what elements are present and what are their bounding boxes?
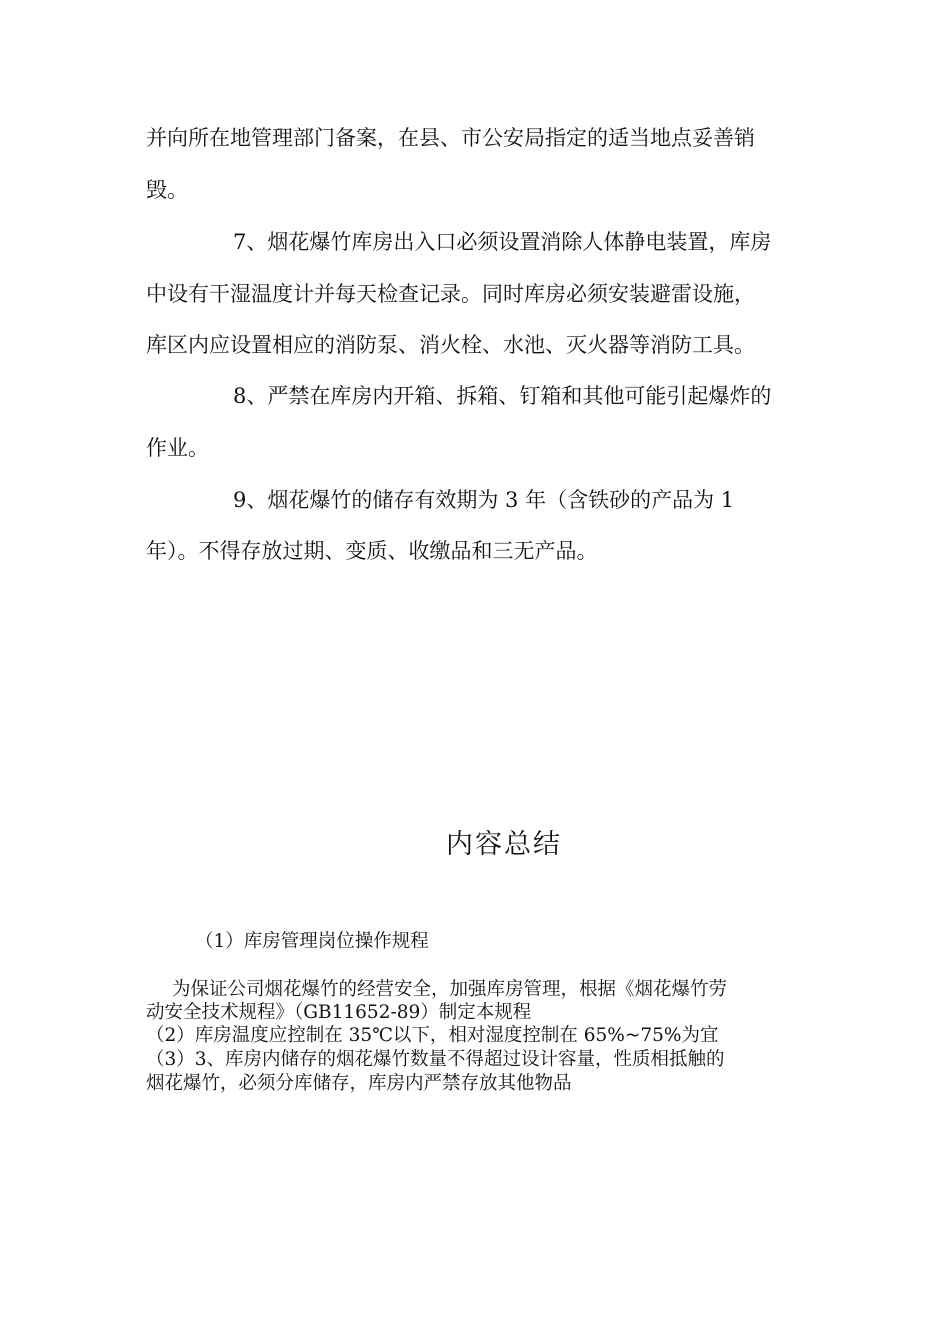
body-line: 7、烟花爆竹库房出入口必须设置消除人体静电装置，库房 bbox=[233, 230, 772, 254]
body-line: 作业。 bbox=[146, 436, 209, 460]
body-line: 中设有干湿温度计并每天检查记录。同时库房必须安装避雷设施， bbox=[146, 282, 755, 306]
summary-line: （2）库房温度应控制在 35℃以下，相对湿度控制在 65%~75%为宜 bbox=[146, 1025, 719, 1046]
body-line: 并向所在地管理部门备案，在县、市公安局指定的适当地点妥善销 bbox=[146, 126, 755, 150]
body-line: 库区内应设置相应的消防泵、消火栓、水池、灭火器等消防工具。 bbox=[146, 333, 755, 357]
body-line: 8、严禁在库房内开箱、拆箱、钉箱和其他可能引起爆炸的 bbox=[233, 384, 772, 408]
summary-line: （1）库房管理岗位操作规程 bbox=[195, 931, 429, 952]
body-line: 年）。不得存放过期、变质、收缴品和三无产品。 bbox=[146, 539, 598, 563]
body-line: 9、烟花爆竹的储存有效期为 3 年（含铁砂的产品为 1 bbox=[233, 488, 735, 512]
summary-line: 为保证公司烟花爆竹的经营安全，加强库房管理，根据《烟花爆竹劳 bbox=[172, 979, 728, 1000]
summary-line: 动安全技术规程》（GB11652-89）制定本规程 bbox=[146, 1002, 532, 1023]
summary-line: （3）3、库房内储存的烟花爆竹数量不得超过设计容量，性质相抵触的 bbox=[146, 1049, 725, 1070]
summary-line: 烟花爆竹，必须分库储存，库房内严禁存放其他物品 bbox=[146, 1073, 572, 1094]
body-line: 毁。 bbox=[146, 178, 188, 202]
summary-title: 内容总结 bbox=[446, 829, 562, 860]
